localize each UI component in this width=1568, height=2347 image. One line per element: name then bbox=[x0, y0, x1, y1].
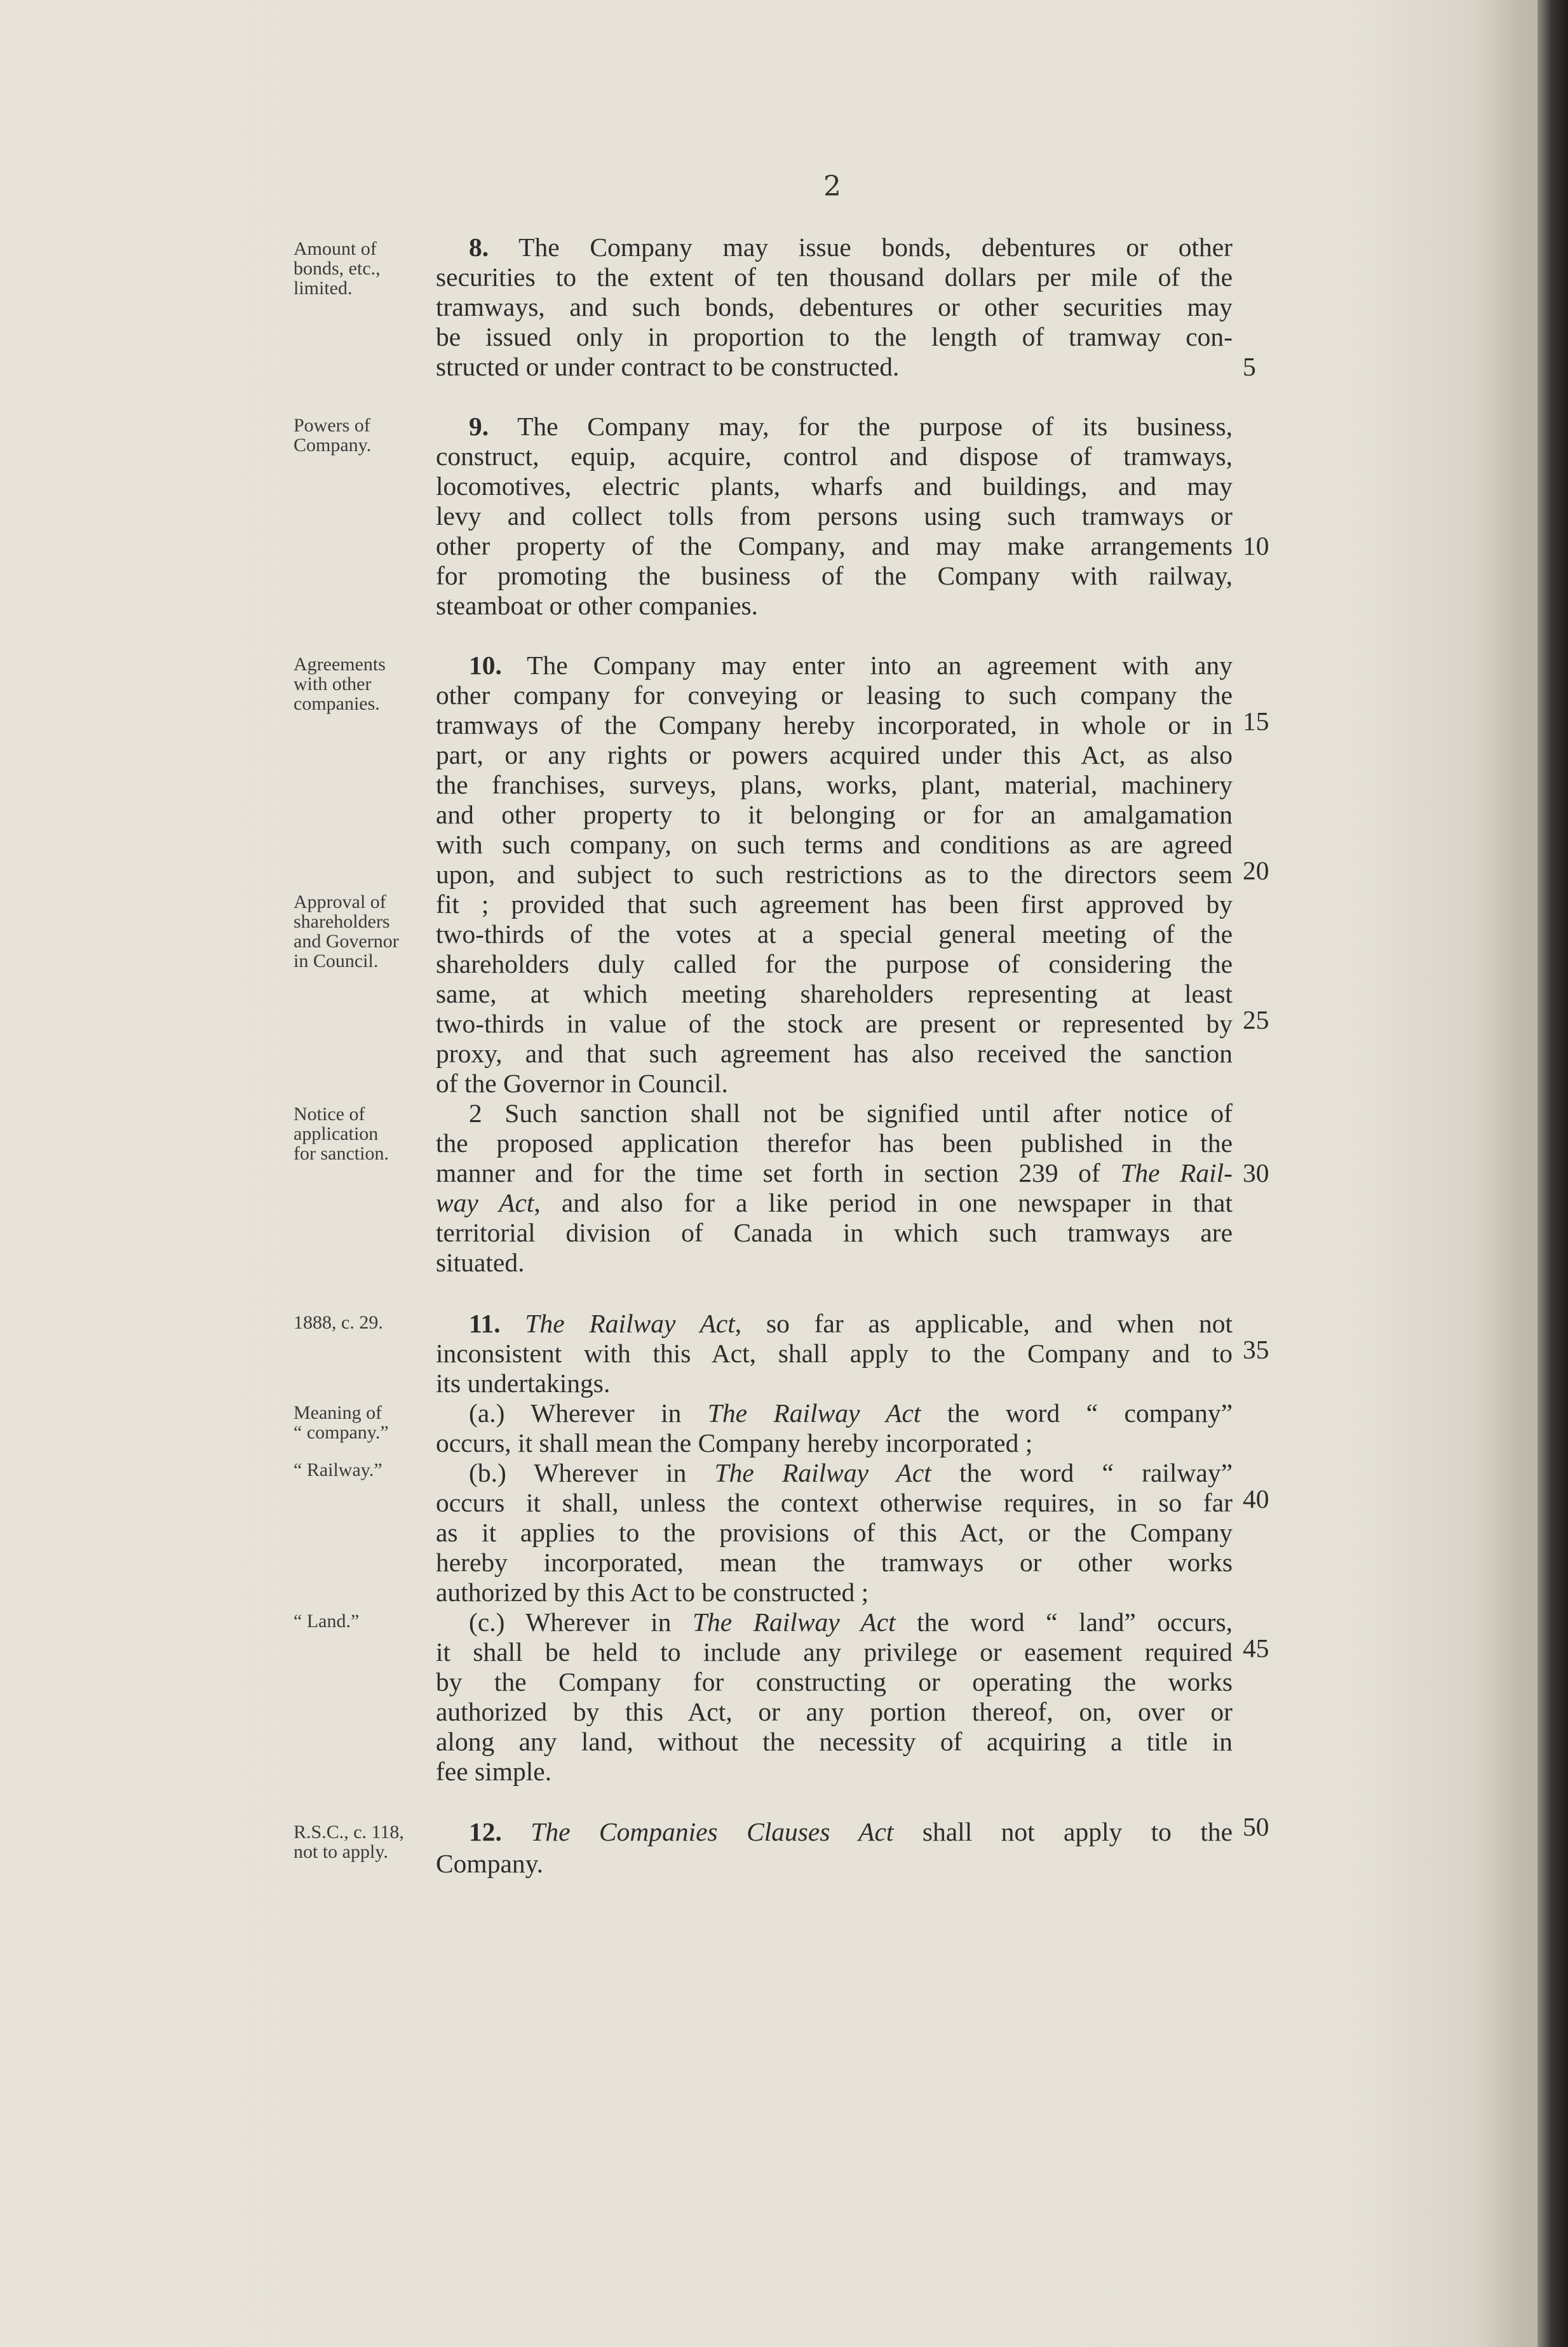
s11-a-line-1: (a.) Wherever in The Railway Act the word “ company” bbox=[469, 1398, 1233, 1428]
s10-sub2-line-3: manner and for the time set forth in section 239 of The Rail- bbox=[436, 1158, 1233, 1187]
line-number-50: 50 bbox=[1243, 1812, 1269, 1841]
s10-line-9: fit ; provided that such agreement has been first approved by bbox=[436, 889, 1233, 919]
s11-line-2: inconsistent with this Act, shall apply to the Company and to bbox=[436, 1339, 1233, 1368]
margin-note-approval bbox=[294, 892, 446, 971]
s8-line-3: tramways, and such bonds, debentures or other securities may bbox=[436, 292, 1233, 321]
s10-line-1: 10. The Company may enter into an agreement with any bbox=[469, 651, 1233, 680]
line-number-15: 15 bbox=[1243, 707, 1269, 736]
s10-line-12: same, at which meeting shareholders representing at least bbox=[436, 979, 1233, 1008]
line-number-40: 40 bbox=[1243, 1484, 1269, 1513]
s10-line-11: shareholders duly called for the purpose of considering the bbox=[436, 949, 1233, 978]
margin-note-agreements bbox=[294, 654, 446, 714]
margin-note-line: Powers of bbox=[294, 415, 370, 436]
s10-line-2: other company for conveying or leasing to such company the bbox=[436, 680, 1233, 710]
margin-note-railway bbox=[294, 1460, 446, 1480]
margin-note-line: Meaning of bbox=[294, 1402, 382, 1423]
line-number-45: 45 bbox=[1243, 1633, 1269, 1663]
line-number-25: 25 bbox=[1243, 1005, 1269, 1034]
s11-b-line-2: occurs it shall, unless the context otherwise requires, in so far bbox=[436, 1488, 1233, 1517]
s10-line-6: and other property to it belonging or for an amalgamation bbox=[436, 800, 1233, 829]
s10-line-8: upon, and subject to such restrictions as to the directors seem bbox=[436, 860, 1233, 889]
s9-line-2: construct, equip, acquire, control and dispose of tramways, bbox=[436, 442, 1233, 471]
margin-note-line: R.S.C., c. 118, bbox=[294, 1822, 404, 1843]
margin-note-line: “ Land.” bbox=[294, 1611, 360, 1632]
s11-b-line-4: hereby incorporated, mean the tramways or other works bbox=[436, 1548, 1233, 1577]
s11-a-line-2: occurs, it shall mean the Company hereby incorporated ; bbox=[436, 1428, 1033, 1458]
margin-note-line: companies. bbox=[294, 693, 380, 714]
margin-note-line: for sanction. bbox=[294, 1143, 389, 1164]
margin-note-line: and Governor bbox=[294, 931, 399, 952]
s12-line-1: 12. The Companies Clauses Act shall not apply to the bbox=[469, 1817, 1233, 1846]
s11-c-line-4: authorized by this Act, or any portion thereof, on, over or bbox=[436, 1697, 1233, 1726]
margin-note-line: Notice of bbox=[294, 1104, 365, 1125]
page-number: 2 bbox=[823, 170, 841, 203]
s11-b-line-1: (b.) Wherever in The Railway Act the word “ railway” bbox=[469, 1458, 1233, 1487]
line-number-5: 5 bbox=[1243, 352, 1256, 381]
margin-note-powers-of-company bbox=[294, 416, 446, 455]
s11-c-line-1: (c.) Wherever in The Railway Act the word “ land” occurs, bbox=[469, 1607, 1233, 1637]
margin-note-notice bbox=[294, 1104, 446, 1163]
margin-note-line: Amount of bbox=[294, 238, 377, 259]
margin-note-line: application bbox=[294, 1123, 379, 1144]
margin-note-line: shareholders bbox=[294, 911, 390, 932]
margin-note-line: limited. bbox=[294, 278, 353, 299]
s9-line-3: locomotives, electric plants, wharfs and buildings, and may bbox=[436, 471, 1233, 501]
s12-line-2: Company. bbox=[436, 1849, 544, 1878]
margin-note-line: bonds, etc., bbox=[294, 258, 381, 279]
margin-note-act-1888 bbox=[294, 1313, 446, 1332]
s11-b-line-3: as it applies to the provisions of this Act, or the Company bbox=[436, 1518, 1233, 1547]
s9-line-4: levy and collect tolls from persons using such tramways or bbox=[436, 501, 1233, 531]
book-spine bbox=[1538, 0, 1568, 2347]
s10-line-4: part, or any rights or powers acquired under this Act, as also bbox=[436, 740, 1233, 769]
margin-note-meaning-company bbox=[294, 1403, 446, 1442]
s10-line-3: tramways of the Company hereby incorporated, in whole or in bbox=[436, 710, 1233, 740]
s10-sub2-line-2: the proposed application therefor has been published in the bbox=[436, 1128, 1233, 1158]
margin-note-line: 1888, c. 29. bbox=[294, 1312, 383, 1333]
s9-line-7: steamboat or other companies. bbox=[436, 591, 759, 620]
line-number-20: 20 bbox=[1243, 856, 1269, 885]
s11-c-line-2: it shall be held to include any privilege or easement required bbox=[436, 1637, 1233, 1667]
s10-line-13: two-thirds in value of the stock are present or represented by bbox=[436, 1009, 1233, 1038]
s10-line-10: two-thirds of the votes at a special general meeting of the bbox=[436, 919, 1233, 949]
margin-note-line: with other bbox=[294, 673, 372, 694]
margin-note-line: “ Railway.” bbox=[294, 1459, 382, 1480]
s10-sub2-line-4: way Act, and also for a like period in one newspaper in that bbox=[436, 1188, 1233, 1217]
s8-line-1: 8. The Company may issue bonds, debentures or other bbox=[469, 233, 1233, 262]
s10-sub2-line-1: 2 Such sanction shall not be signified until after notice of bbox=[469, 1099, 1233, 1128]
margin-note-rsc bbox=[294, 1822, 446, 1862]
s11-c-line-3: by the Company for constructing or operating the works bbox=[436, 1667, 1233, 1696]
margin-note-line: “ company.” bbox=[294, 1422, 389, 1443]
s10-line-14: proxy, and that such agreement has also received the sanction bbox=[436, 1039, 1233, 1068]
margin-note-line: Company. bbox=[294, 435, 372, 456]
s10-line-7: with such company, on such terms and conditions as are agreed bbox=[436, 830, 1233, 859]
margin-note-line: Approval of bbox=[294, 891, 386, 912]
margin-note-line: Agreements bbox=[294, 654, 386, 675]
s11-b-line-5: authorized by this Act to be constructed ; bbox=[436, 1578, 869, 1607]
s11-line-1: 11. The Railway Act, so far as applicable, and when not bbox=[469, 1309, 1233, 1338]
line-number-30: 30 bbox=[1243, 1158, 1269, 1187]
s10-line-15: of the Governor in Council. bbox=[436, 1069, 728, 1098]
s11-c-line-6: fee simple. bbox=[436, 1757, 552, 1786]
margin-note-land bbox=[294, 1611, 446, 1631]
s9-line-6: for promoting the business of the Company with railway, bbox=[436, 561, 1233, 590]
margin-note-amount-of-bonds bbox=[294, 239, 446, 298]
s9-line-1: 9. The Company may, for the purpose of its business, bbox=[469, 412, 1233, 441]
line-number-35: 35 bbox=[1243, 1335, 1269, 1364]
s9-line-5: other property of the Company, and may make arrangements bbox=[436, 531, 1233, 560]
s11-line-3: its undertakings. bbox=[436, 1369, 611, 1398]
s10-sub2-line-6: situated. bbox=[436, 1248, 525, 1277]
s8-line-2: securities to the extent of ten thousand dollars per mile of the bbox=[436, 262, 1233, 292]
s8-line-5: structed or under contract to be constructed. bbox=[436, 352, 900, 381]
s10-sub2-line-5: territorial division of Canada in which such tramways are bbox=[436, 1218, 1233, 1247]
margin-note-line: not to apply. bbox=[294, 1841, 388, 1862]
s10-line-5: the franchises, surveys, plans, works, plant, material, machinery bbox=[436, 770, 1233, 799]
s11-c-line-5: along any land, without the necessity of acquiring a title in bbox=[436, 1727, 1233, 1756]
margin-note-line: in Council. bbox=[294, 950, 379, 971]
s8-line-4: be issued only in proportion to the length of tramway con- bbox=[436, 322, 1233, 351]
line-number-10: 10 bbox=[1243, 531, 1269, 560]
